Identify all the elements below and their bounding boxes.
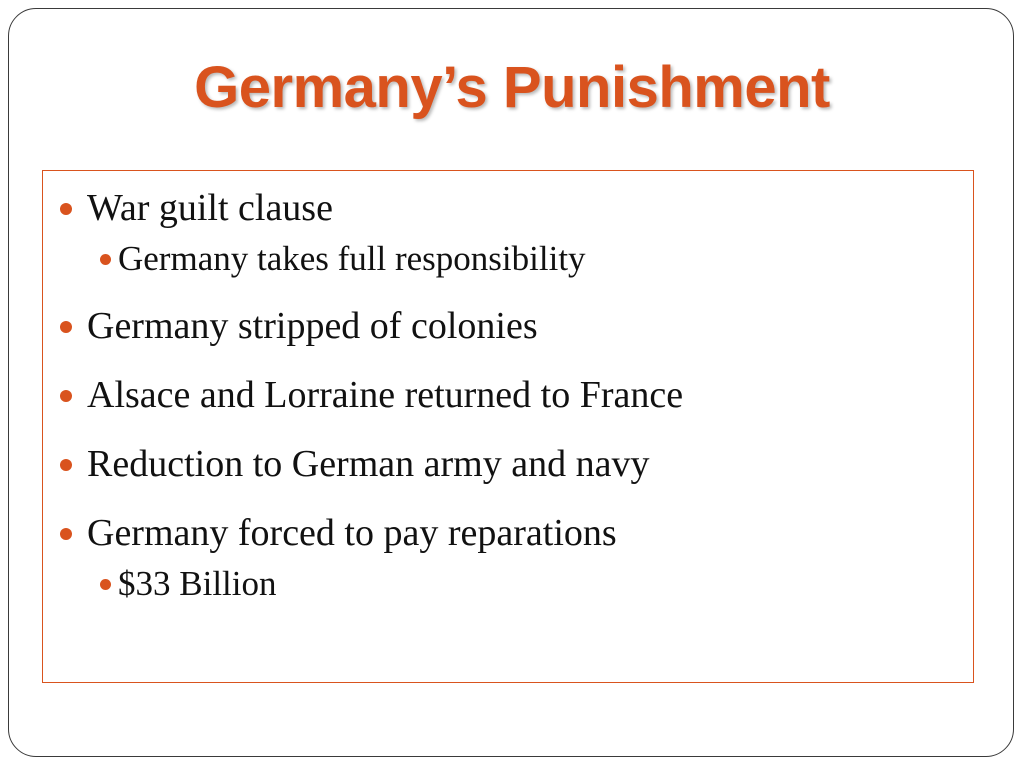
bullet-dot-icon (60, 459, 72, 471)
bullet-text: Germany forced to pay reparations (87, 512, 617, 554)
sub-bullet-text: Germany takes full responsibility (118, 239, 586, 278)
sub-bullet-item (43, 562, 973, 606)
bullet-dot-icon (60, 390, 72, 402)
bullet-item (43, 510, 973, 556)
bullet-item (43, 441, 973, 487)
bullet-list (43, 185, 973, 628)
bullet-text: Reduction to German army and navy (87, 443, 650, 485)
content-box (42, 170, 974, 683)
bullet-dot-icon (60, 203, 72, 215)
bullet-dot-icon (100, 254, 111, 265)
bullet-dot-icon (100, 579, 111, 590)
bullet-text: War guilt clause (87, 187, 333, 229)
bullet-item (43, 372, 973, 418)
sub-bullet-text: $33 Billion (118, 564, 277, 603)
bullet-dot-icon (60, 528, 72, 540)
bullet-text: Alsace and Lorraine returned to France (87, 374, 684, 416)
bullet-item (43, 185, 973, 231)
bullet-text: Germany stripped of colonies (87, 305, 538, 347)
slide-title: Germany’s Punishment (194, 55, 830, 120)
bullet-item (43, 303, 973, 349)
sub-bullet-item (43, 237, 973, 281)
bullet-dot-icon (60, 321, 72, 333)
